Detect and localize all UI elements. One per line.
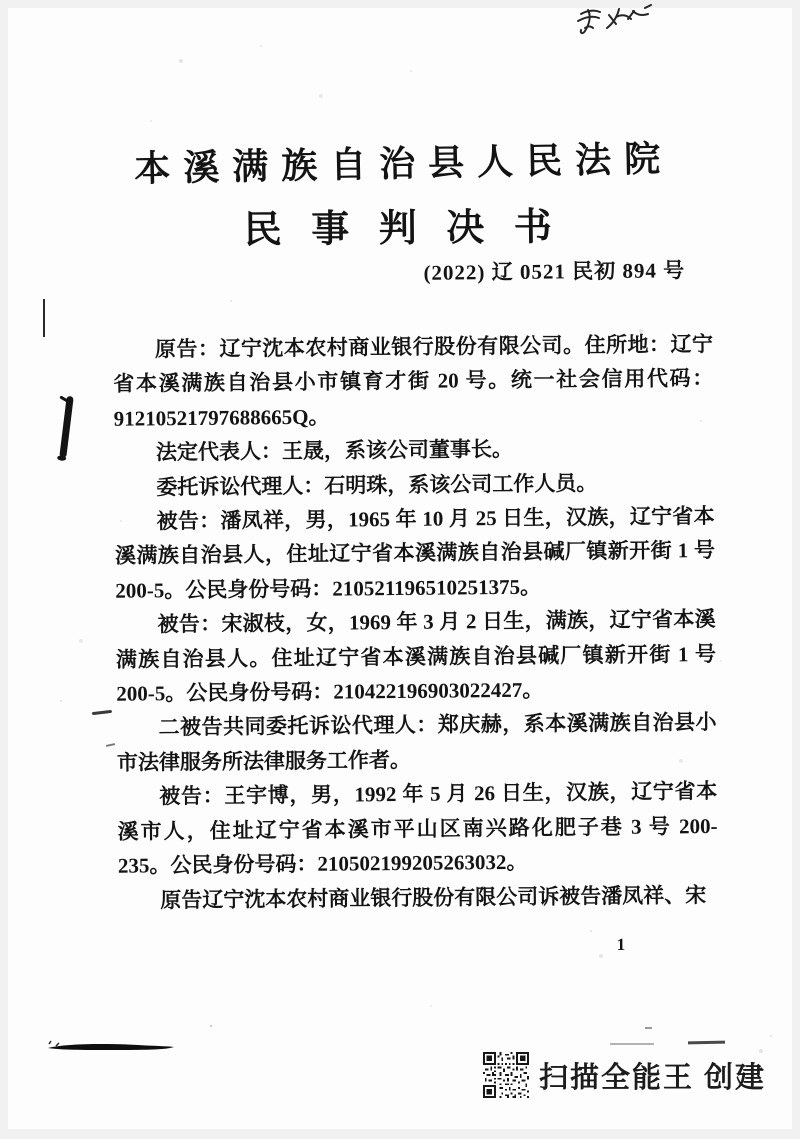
paragraph-defendant-3: 被告：王宇博，男，1992 年 5 月 26 日生，汉族，辽宁省本溪市人，住址辽宁省本溪市平山区南兴路化肥子巷 3 号 200-235。公民身份号码：210502199205263032。 [117, 779, 718, 878]
scanner-credit [483, 1052, 766, 1098]
paragraph-attorney: 委托诉讼代理人：石明珠，系该公司工作人员。 [156, 470, 598, 499]
scanner-credit-text: 扫描全能王 创建 [539, 1061, 767, 1094]
document-title: 民 事 判 决 书 [243, 206, 563, 252]
paragraph-defendant-1: 被告：潘凤祥，男，1965 年 10 月 25 日生，汉族，辽宁省本溪满族自治县人，住址辽宁省本溪满族自治县碱厂镇新开街 1 号 200-5。公民身份号码：210521196510251375。 [114, 504, 716, 603]
page-number: 1 [616, 934, 626, 954]
scan-artifact-dash-dark [688, 1041, 725, 1045]
paragraph-joint-attorney: 二被告共同委托诉讼代理人：郑庆赫，系本溪满族自治县小市法律服务所法律服务工作者。 [116, 710, 717, 775]
paragraph-plaintiff: 原告：辽宁沈本农村商业银行股份有限公司。住所地：辽宁省本溪满族自治县小市镇育才街 20 号。统一社会信用代码：91210521797688665Q。 [113, 331, 714, 431]
scan-artifact-dash-faint [610, 1043, 654, 1045]
paragraph-defendant-2: 被告：宋淑枝，女，1969 年 3 月 2 日生，满族，辽宁省本溪满族自治县人。住址辽宁省本溪满族自治县碱厂镇新开街 1 号 200-5。公民身份号码：210422196903022427。 [115, 607, 717, 706]
scan-artifact-streak [46, 1040, 178, 1054]
scan-noise [0, 0, 2, 2]
qr-code-icon [483, 1052, 529, 1098]
paragraph-case-intro: 原告辽宁沈本农村商业银行股份有限公司诉被告潘凤祥、宋 [160, 882, 707, 912]
scan-artifact-vertical-line [43, 299, 45, 337]
scan-artifact-dash-tiny [645, 1027, 652, 1029]
court-name: 本溪满族自治县人民法院 [133, 138, 674, 190]
case-number: (2022) 辽 0521 民初 894 号 [423, 258, 686, 285]
judgment-body [113, 327, 719, 918]
paragraph-legal-representative: 法定代表人：王晟，系该公司董事长。 [155, 437, 514, 465]
